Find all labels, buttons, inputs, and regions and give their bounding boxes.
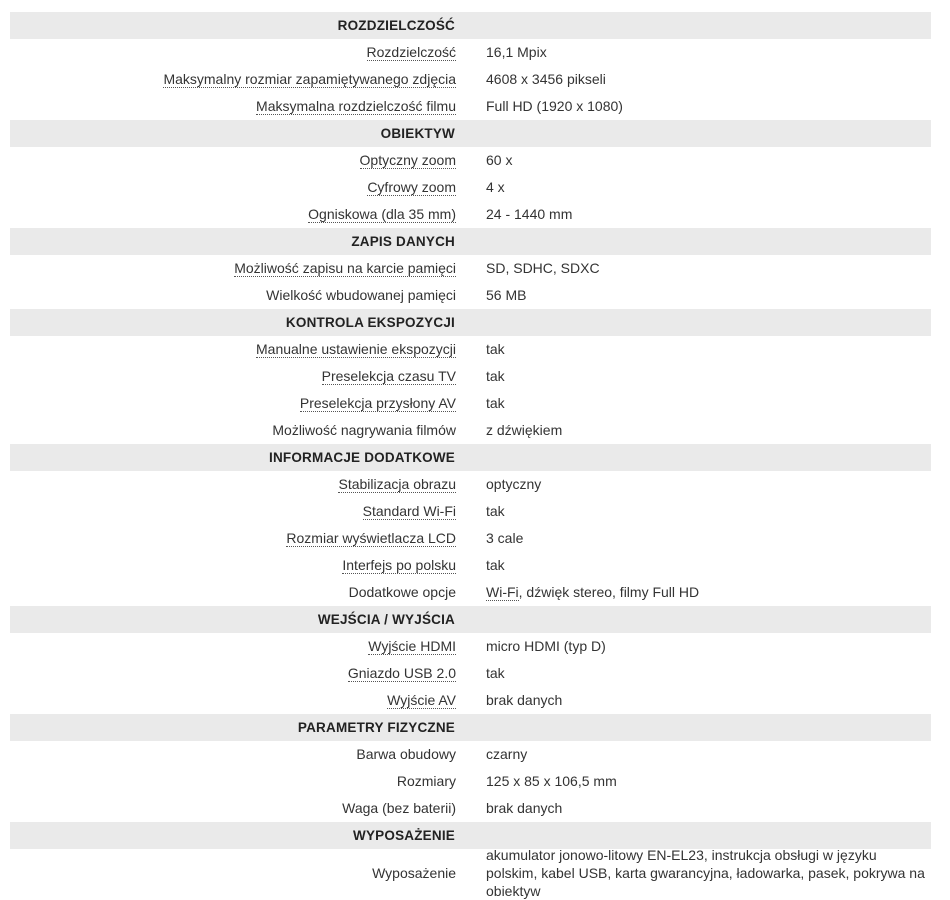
spec-label-tooltip-term[interactable]: Wyjście AV xyxy=(387,692,456,708)
section-title: ZAPIS DANYCH xyxy=(351,234,455,249)
spec-label-tooltip-term[interactable]: Preselekcja czasu TV xyxy=(321,368,456,384)
spec-row xyxy=(10,363,931,390)
section-title: WEJŚCIA / WYJŚCIA xyxy=(317,612,455,627)
spec-label-text: Barwa obudowy xyxy=(356,746,456,762)
spec-label-tooltip-term[interactable]: Ogniskowa (dla 35 mm) xyxy=(308,206,456,222)
section-header-data-storage xyxy=(10,228,931,255)
spec-row xyxy=(10,336,931,363)
spec-row xyxy=(10,849,931,897)
spec-row xyxy=(10,795,931,822)
spec-label xyxy=(10,502,456,521)
spec-label xyxy=(10,286,456,305)
section-title: WYPOSAŻENIE xyxy=(353,828,455,843)
spec-label xyxy=(10,745,456,764)
spec-value: 4 x xyxy=(486,179,505,195)
spec-label xyxy=(10,475,456,494)
spec-label xyxy=(10,70,456,89)
spec-value: brak danych xyxy=(486,800,563,816)
spec-row xyxy=(10,768,931,795)
spec-row xyxy=(10,660,931,687)
spec-label xyxy=(10,421,456,440)
spec-label-text: Możliwość nagrywania filmów xyxy=(272,422,456,438)
spec-label xyxy=(10,529,456,548)
spec-row xyxy=(10,741,931,768)
spec-label-text: Wielkość wbudowanej pamięci xyxy=(266,287,456,303)
spec-value: 60 x xyxy=(486,152,513,168)
spec-label-text: Dodatkowe opcje xyxy=(348,584,456,600)
spec-label-tooltip-term[interactable]: Preselekcja przysłony AV xyxy=(299,395,456,411)
spec-label xyxy=(10,205,456,224)
spec-value: tak xyxy=(486,665,505,681)
spec-row xyxy=(10,174,931,201)
section-title: ROZDZIELCZOŚĆ xyxy=(337,18,455,33)
spec-value: 56 MB xyxy=(486,287,527,303)
spec-value: micro HDMI (typ D) xyxy=(486,638,606,654)
spec-row xyxy=(10,147,931,174)
spec-row xyxy=(10,255,931,282)
spec-value: tak xyxy=(486,341,505,357)
spec-value: 4608 x 3456 pikseli xyxy=(486,71,606,87)
spec-label-tooltip-term[interactable]: Optyczny zoom xyxy=(359,152,456,168)
spec-label-tooltip-term[interactable]: Gniazdo USB 2.0 xyxy=(347,665,456,681)
spec-value: SD, SDHC, SDXC xyxy=(486,260,600,276)
spec-label-tooltip-term[interactable]: Możliwość zapisu na karcie pamięci xyxy=(234,260,456,276)
spec-table xyxy=(10,12,931,897)
spec-label xyxy=(10,864,456,883)
section-header-additional-info xyxy=(10,444,931,471)
spec-label-tooltip-term[interactable]: Rozmiar wyświetlacza LCD xyxy=(286,530,456,546)
spec-label xyxy=(10,556,456,575)
spec-value: tak xyxy=(486,395,505,411)
spec-row xyxy=(10,498,931,525)
spec-value: Full HD (1920 x 1080) xyxy=(486,98,623,114)
spec-value xyxy=(486,583,699,602)
spec-value: akumulator jonowo-litowy EN-EL23, instrukcja obsługi w języku polskim, kabel USB, karta gwarancyjna, ładowarka, pasek, pokrywa na obiektyw xyxy=(486,847,925,899)
spec-label-text: Wyposażenie xyxy=(372,864,456,881)
section-title: PARAMETRY FIZYCZNE xyxy=(297,720,455,735)
spec-label xyxy=(10,664,456,683)
spec-value-tooltip-term[interactable]: Wi-Fi xyxy=(486,584,519,600)
spec-value-text: , dźwięk stereo, filmy Full HD xyxy=(518,584,700,600)
spec-value: z dźwiękiem xyxy=(486,422,563,438)
spec-value: tak xyxy=(486,503,505,519)
spec-label xyxy=(10,367,456,386)
spec-label-tooltip-term[interactable]: Cyfrowy zoom xyxy=(367,179,456,195)
spec-row xyxy=(10,633,931,660)
section-header-inputs-outputs xyxy=(10,606,931,633)
spec-label-tooltip-term[interactable]: Standard Wi-Fi xyxy=(362,503,456,519)
spec-label-tooltip-term[interactable]: Maksymalny rozmiar zapamiętywanego zdjęcia xyxy=(163,71,456,87)
spec-label xyxy=(10,637,456,656)
spec-value: optyczny xyxy=(486,476,542,492)
spec-row xyxy=(10,66,931,93)
spec-label xyxy=(10,259,456,278)
spec-row xyxy=(10,417,931,444)
section-title: KONTROLA EKSPOZYCJI xyxy=(285,315,455,330)
section-title: OBIEKTYW xyxy=(380,126,455,141)
section-header-exposure-control xyxy=(10,309,931,336)
spec-value: czarny xyxy=(486,746,528,762)
spec-row xyxy=(10,93,931,120)
spec-label xyxy=(10,772,456,791)
spec-label-tooltip-term[interactable]: Maksymalna rozdzielczość filmu xyxy=(256,98,456,114)
spec-label xyxy=(10,583,456,602)
spec-label xyxy=(10,394,456,413)
spec-label-text: Rozmiary xyxy=(396,773,456,789)
spec-row xyxy=(10,552,931,579)
spec-row xyxy=(10,390,931,417)
spec-label-tooltip-term[interactable]: Manualne ustawienie ekspozycji xyxy=(256,341,456,357)
spec-value: 125 x 85 x 106,5 mm xyxy=(486,773,617,789)
spec-value: 3 cale xyxy=(486,530,524,546)
spec-label xyxy=(10,340,456,359)
section-header-physical-parameters xyxy=(10,714,931,741)
spec-row xyxy=(10,282,931,309)
spec-label xyxy=(10,799,456,818)
spec-value: tak xyxy=(486,368,505,384)
spec-label xyxy=(10,43,456,62)
spec-label xyxy=(10,151,456,170)
spec-label-tooltip-term[interactable]: Stabilizacja obrazu xyxy=(338,476,456,492)
spec-row xyxy=(10,201,931,228)
spec-label xyxy=(10,97,456,116)
spec-label-tooltip-term[interactable]: Wyjście HDMI xyxy=(368,638,456,654)
spec-label-tooltip-term[interactable]: Rozdzielczość xyxy=(366,44,456,60)
spec-row xyxy=(10,39,931,66)
section-title: INFORMACJE DODATKOWE xyxy=(269,450,455,465)
spec-row xyxy=(10,687,931,714)
spec-label-text: Waga (bez baterii) xyxy=(342,800,456,816)
section-header-equipment xyxy=(10,822,931,849)
spec-value: 24 - 1440 mm xyxy=(486,206,573,222)
spec-row xyxy=(10,579,931,606)
spec-value: brak danych xyxy=(486,692,563,708)
section-header-lens xyxy=(10,120,931,147)
spec-row xyxy=(10,525,931,552)
spec-label-tooltip-term[interactable]: Interfejs po polsku xyxy=(342,557,456,573)
spec-value: tak xyxy=(486,557,505,573)
section-header-resolution xyxy=(10,12,931,39)
spec-label xyxy=(10,691,456,710)
spec-label xyxy=(10,178,456,197)
spec-row xyxy=(10,471,931,498)
spec-value: 16,1 Mpix xyxy=(486,44,547,60)
